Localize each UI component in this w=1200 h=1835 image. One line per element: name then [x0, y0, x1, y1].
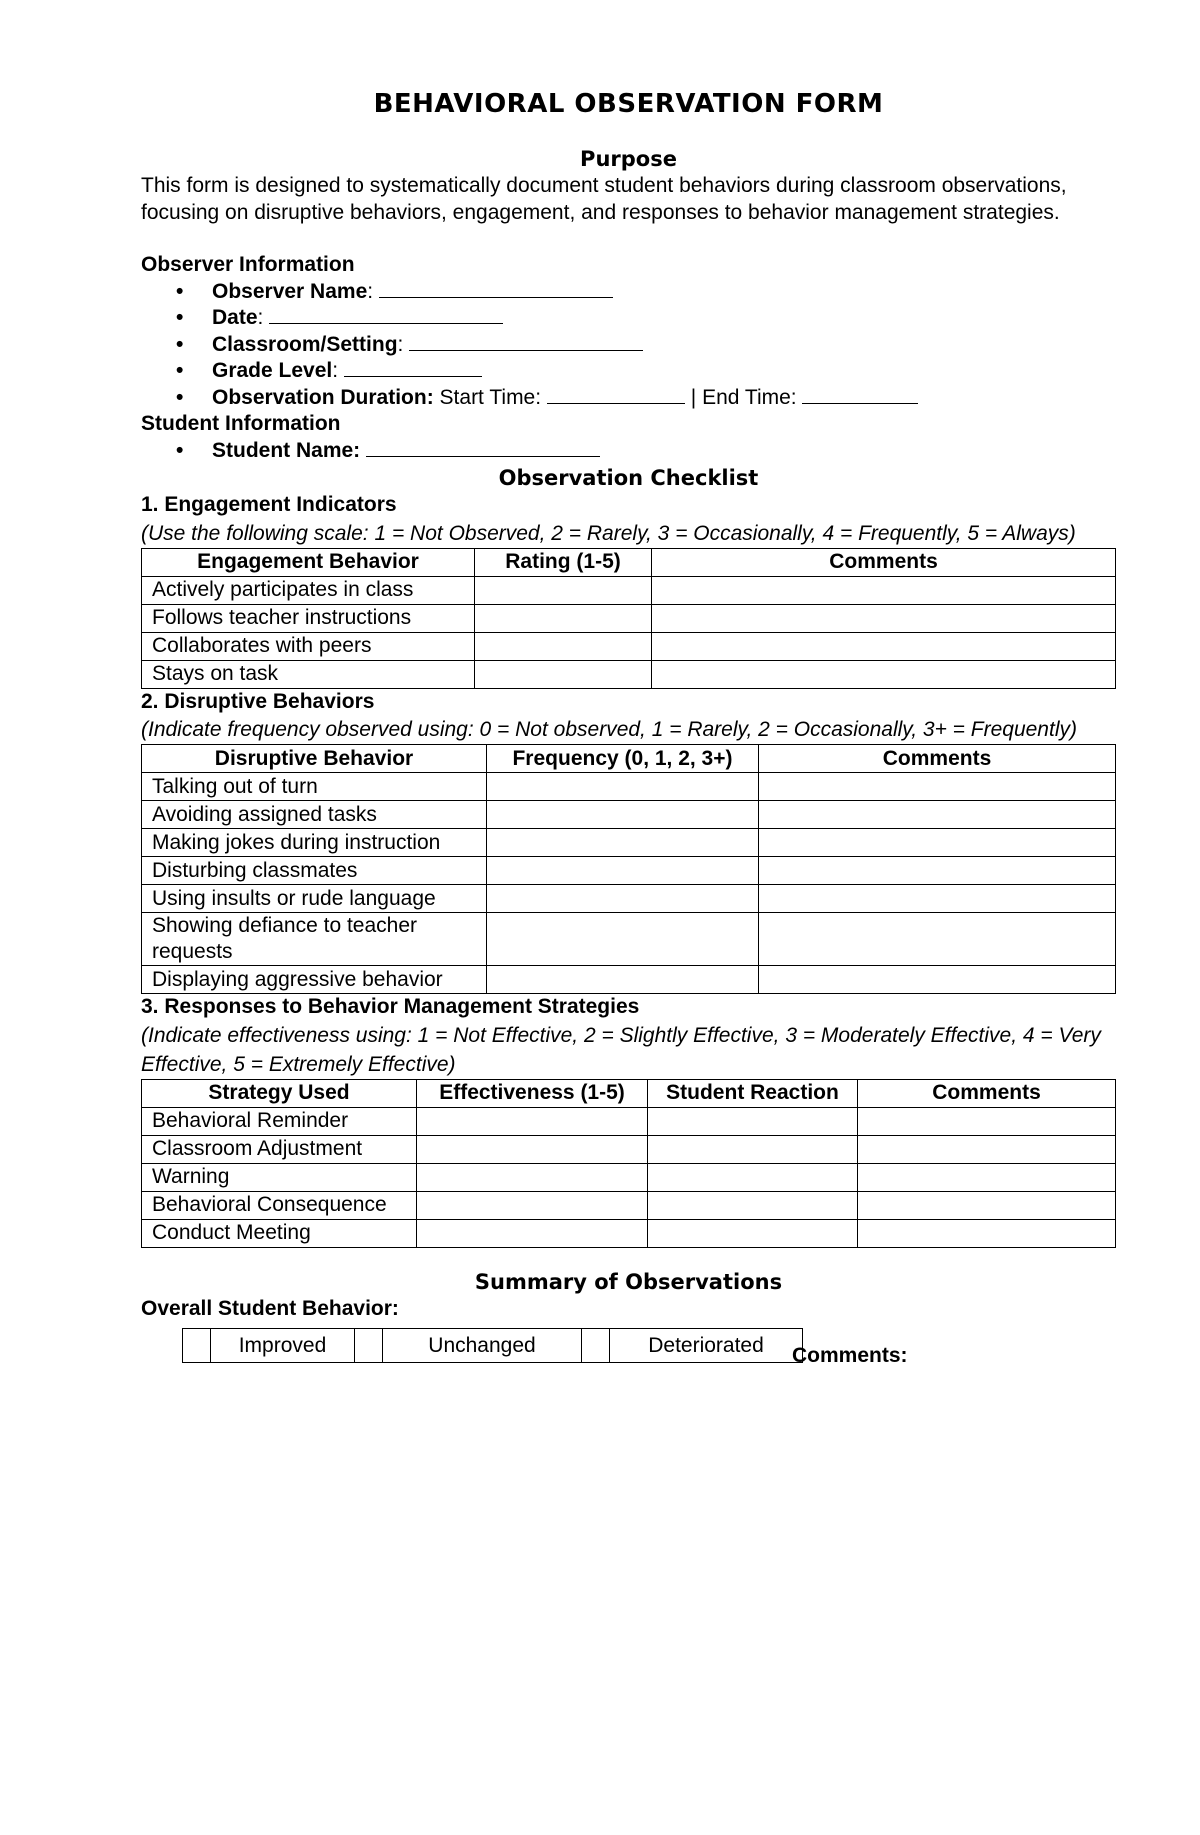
strategy-cell: Conduct Meeting: [142, 1219, 417, 1247]
table-row: [142, 966, 1116, 994]
column-header: Engagement Behavior: [142, 548, 475, 576]
comments-cell[interactable]: [858, 1163, 1116, 1191]
duration-label: Observation Duration:: [212, 385, 434, 409]
behavior-cell: Stays on task: [142, 660, 475, 688]
purpose-text: This form is designed to systematically document student behaviors during classroom observations, focusing on disruptive behaviors, engagement, and responses to behavior management strategies.: [141, 174, 1067, 224]
table-row: [142, 1191, 1116, 1219]
effectiveness-cell[interactable]: [417, 1219, 648, 1247]
reaction-cell[interactable]: [648, 1135, 858, 1163]
strategies-scale: (Indicate effectiveness using: 1 = Not Effective, 2 = Slightly Effective, 3 = Moderately Effective, 4 = Very Effective, 5 = Extremely Effective): [141, 1023, 1101, 1076]
disruptive-scale: (Indicate frequency observed using: 0 = Not observed, 1 = Rarely, 2 = Occasionally, 3+ = Frequently): [141, 718, 1077, 741]
table-row: [142, 1163, 1116, 1191]
summary-comments-label: Comments:: [792, 1344, 908, 1367]
rating-cell[interactable]: [475, 632, 652, 660]
classroom-label: Classroom/Setting: [212, 332, 398, 356]
strategy-cell: Behavioral Reminder: [142, 1107, 417, 1135]
student-name-field[interactable]: [366, 438, 600, 457]
disruptive-heading: 2. Disruptive Behaviors: [141, 689, 375, 713]
frequency-cell[interactable]: [487, 885, 759, 913]
improved-option-label: Improved: [211, 1329, 355, 1363]
overall-behavior-options: [182, 1328, 803, 1363]
observer-info-heading: Observer Information: [141, 253, 355, 276]
deteriorated-checkbox[interactable]: [582, 1329, 610, 1363]
frequency-cell[interactable]: [487, 913, 759, 966]
summary-heading: Summary of Observations: [474, 1269, 783, 1294]
table-row: [142, 857, 1116, 885]
effectiveness-cell[interactable]: [417, 1163, 648, 1191]
student-name-item: [212, 438, 1116, 465]
behavior-cell: Disturbing classmates: [142, 857, 487, 885]
table-row: [142, 632, 1116, 660]
disruptive-table: [141, 744, 1116, 994]
strategy-cell: Behavioral Consequence: [142, 1191, 417, 1219]
reaction-cell[interactable]: [648, 1191, 858, 1219]
start-time-label: Start Time:: [439, 385, 542, 409]
effectiveness-cell[interactable]: [417, 1107, 648, 1135]
comments-cell[interactable]: [652, 660, 1116, 688]
observer-name-item: • Observer Name:: [212, 279, 1116, 306]
comments-cell[interactable]: [759, 966, 1116, 994]
table-row: [142, 660, 1116, 688]
strategies-heading: 3. Responses to Behavior Management Strategies: [141, 995, 640, 1018]
column-header: Student Reaction: [648, 1079, 858, 1107]
table-row: [142, 801, 1116, 829]
checklist-heading: Observation Checklist: [498, 466, 759, 490]
duration-item: • Observation Duration: Start Time: | End Time:: [212, 385, 1116, 412]
table-row: [142, 1135, 1116, 1163]
comments-cell[interactable]: [759, 801, 1116, 829]
column-header: Comments: [652, 548, 1116, 576]
strategy-cell: Warning: [142, 1163, 417, 1191]
comments-cell[interactable]: [652, 604, 1116, 632]
table-row: [142, 913, 1116, 966]
start-time-field[interactable]: [547, 385, 685, 404]
column-header: Rating (1-5): [475, 548, 652, 576]
comments-cell[interactable]: [858, 1107, 1116, 1135]
end-time-field[interactable]: [802, 385, 918, 404]
reaction-cell[interactable]: [648, 1219, 858, 1247]
strategies-table: [141, 1079, 1116, 1248]
end-time-label: End Time:: [702, 385, 797, 409]
column-header: Frequency (0, 1, 2, 3+): [487, 745, 759, 773]
deteriorated-option-label: Deteriorated: [610, 1329, 803, 1363]
column-header: Comments: [858, 1079, 1116, 1107]
classroom-field[interactable]: [409, 332, 643, 351]
summary-row: [141, 1328, 1116, 1378]
observer-name-label: Observer Name: [212, 279, 368, 303]
frequency-cell[interactable]: [487, 829, 759, 857]
behavior-cell: Talking out of turn: [142, 773, 487, 801]
date-field[interactable]: [269, 305, 503, 324]
student-info-heading: Student Information: [141, 412, 341, 435]
classroom-item: • Classroom/Setting:: [212, 332, 1116, 359]
comments-cell[interactable]: [759, 857, 1116, 885]
reaction-cell[interactable]: [648, 1107, 858, 1135]
table-row: [142, 576, 1116, 604]
observer-info-list: [141, 279, 1116, 412]
comments-cell[interactable]: [759, 913, 1116, 966]
grade-level-item: • Grade Level:: [212, 358, 1116, 385]
column-header: Effectiveness (1-5): [417, 1079, 648, 1107]
column-header: Comments: [759, 745, 1116, 773]
table-row: [142, 1107, 1116, 1135]
form-title: BEHAVIORAL OBSERVATION FORM: [373, 89, 884, 119]
frequency-cell[interactable]: [487, 857, 759, 885]
grade-level-label: Grade Level: [212, 359, 333, 382]
student-info-list: [141, 438, 1116, 465]
column-header: Disruptive Behavior: [142, 745, 487, 773]
comments-cell[interactable]: [759, 829, 1116, 857]
comments-cell[interactable]: [652, 632, 1116, 660]
date-item: • Date:: [212, 305, 1116, 332]
comments-cell[interactable]: [759, 885, 1116, 913]
comments-cell[interactable]: [858, 1219, 1116, 1247]
table-row: [142, 773, 1116, 801]
comments-cell[interactable]: [652, 576, 1116, 604]
observation-form: [141, 88, 1116, 1378]
student-name-label: Student Name:: [212, 438, 361, 462]
behavior-cell: Avoiding assigned tasks: [142, 801, 487, 829]
table-row: [142, 604, 1116, 632]
improved-checkbox[interactable]: [183, 1329, 211, 1363]
strategy-cell: Classroom Adjustment: [142, 1135, 417, 1163]
comments-cell[interactable]: [858, 1191, 1116, 1219]
overall-behavior-label: Overall Student Behavior:: [141, 1296, 399, 1320]
engagement-table: [141, 548, 1116, 689]
frequency-cell[interactable]: [487, 773, 759, 801]
date-label: Date: [212, 306, 258, 329]
engagement-heading: 1. Engagement Indicators: [141, 493, 397, 516]
reaction-cell[interactable]: [648, 1163, 858, 1191]
comments-cell[interactable]: [759, 773, 1116, 801]
grade-level-field[interactable]: [344, 358, 482, 377]
behavior-cell: Collaborates with peers: [142, 632, 475, 660]
rating-cell[interactable]: [475, 660, 652, 688]
purpose-heading: Purpose: [580, 147, 677, 171]
table-row: [142, 829, 1116, 857]
effectiveness-cell[interactable]: [417, 1135, 648, 1163]
unchanged-option-label: Unchanged: [383, 1329, 582, 1363]
engagement-scale: (Use the following scale: 1 = Not Observed, 2 = Rarely, 3 = Occasionally, 4 = Frequently, 5 = Always): [141, 521, 1076, 545]
behavior-cell: Actively participates in class: [142, 576, 475, 604]
unchanged-checbox[interactable]: [355, 1329, 383, 1363]
behavior-cell: Showing defiance to teacher requests: [142, 913, 487, 966]
behavior-cell: Displaying aggressive behavior: [142, 966, 487, 994]
comments-cell[interactable]: [858, 1135, 1116, 1163]
behavior-cell: Making jokes during instruction: [142, 829, 487, 857]
frequency-cell[interactable]: [487, 966, 759, 994]
table-row: [142, 885, 1116, 913]
table-row: [142, 1219, 1116, 1247]
rating-cell[interactable]: [475, 576, 652, 604]
column-header: Strategy Used: [142, 1079, 417, 1107]
behavior-cell: Using insults or rude language: [142, 885, 487, 913]
rating-cell[interactable]: [475, 604, 652, 632]
effectiveness-cell[interactable]: [417, 1191, 648, 1219]
observer-name-field[interactable]: [379, 279, 613, 298]
behavior-cell: Follows teacher instructions: [142, 604, 475, 632]
frequency-cell[interactable]: [487, 801, 759, 829]
